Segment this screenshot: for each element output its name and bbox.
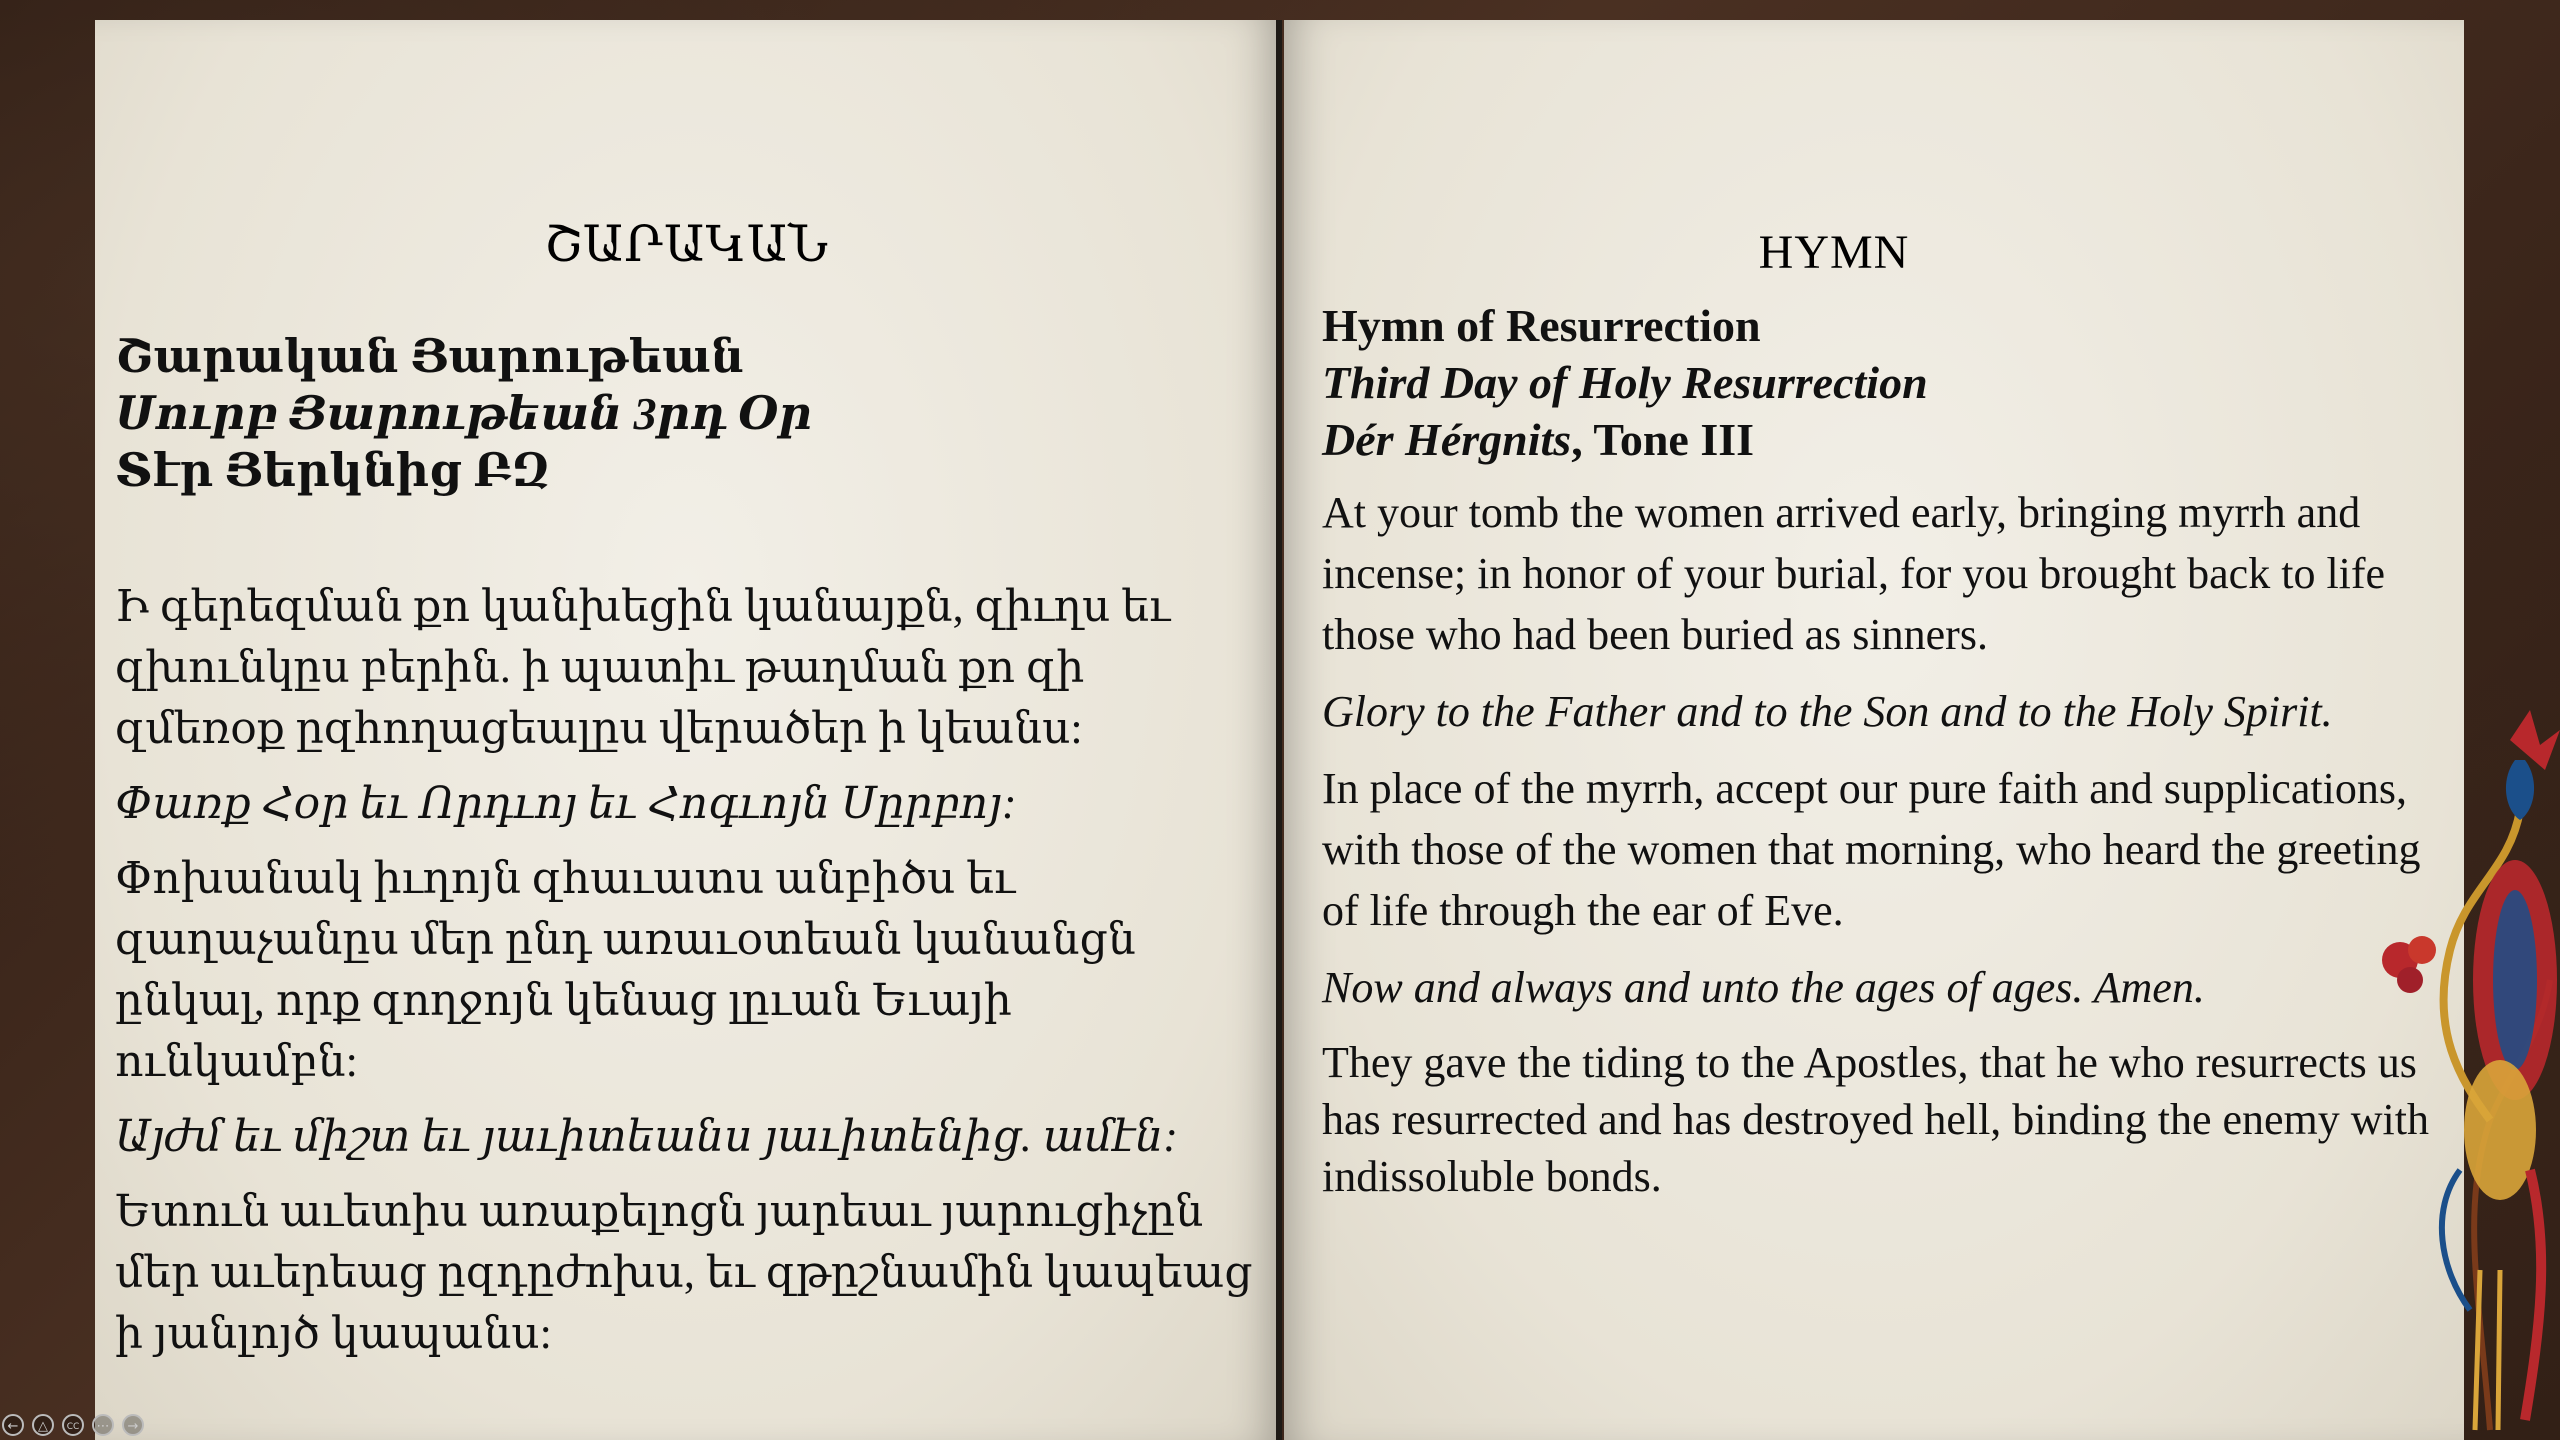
armenian-title-line2: Սուրբ Յարութեան 3րդ Օր [115,388,812,439]
armenian-paragraph-1: Ի գերեզման քո կանխեցին կանայքն, զիւղս եւ զխունկըս բերին. ի պատիւ թաղման քո զի զմեռօք ըզհողացեալըս վերածեր ի կեանս: [115,582,1171,753]
english-paragraph-2: In place of the myrrh, accept our pure faith and supplications, with those of the women that morning, who heard the greeting of life through the ear of Eve. [1322,764,2421,935]
armenian-doxology-1: Փառք Հօր եւ Որդւոյ եւ Հոգւոյն Սըրբոյ: [115,779,1017,828]
english-paragraph-1: At your tomb the women arrived early, bringing myrrh and incense; in honor of your burial, for you brought back to life those who had been buried as sinners. [1322,488,2386,659]
book-spine [1276,20,1282,1440]
armenian-title-line3: Տէր Յերկնից ԲԶ [115,445,550,496]
armenian-paragraph-3: Ետուն աւետիս առաքելոցն յարեաւ յարուցիչըն մեր աւերեաց ըզդըժոխս, եւ զթըշնամին կապեաց ի յանլոյծ կապանս: [115,1187,1253,1358]
english-body [1322,482,2437,1205]
home-icon[interactable]: △ [32,1414,54,1436]
english-heading: HYMN [1758,226,1910,279]
armenian-paragraph-2: Փոխանակ իւղոյն զհաւատս անբիծս եւ զաղաչանըս մեր ընդ առաւօտեան կանանցն ընկալ, որք զողջոյն կենաց լըւան Եւայի ունկամբն: [115,854,1136,1086]
english-title-line2: Third Day of Holy Resurrection [1322,357,1928,408]
english-title-tone: , Tone III [1571,414,1755,465]
more-icon[interactable]: ⋯ [92,1414,114,1436]
armenian-body [115,576,1265,1364]
left-page [95,20,1278,1440]
english-title-tone-name: Dér Hérgnits [1322,414,1572,465]
english-paragraph-3: They gave the tiding to the Apostles, that he who resurrects us has resurrected and has destroyed hell, binding the enemy with indissoluble bonds. [1322,1038,2430,1201]
forward-icon[interactable]: → [122,1414,144,1436]
bird-ornament-icon [2340,650,2560,1440]
captions-icon[interactable]: CC [62,1414,84,1436]
english-title-line1: Hymn of Resurrection [1322,300,1761,351]
armenian-title-line1: Շարական Յարութեան [115,331,744,382]
english-title-block [1322,297,2437,468]
armenian-heading: ՇԱՐԱԿԱՆ [544,216,829,272]
presentation-controls [2,1414,144,1436]
armenian-title-block [115,328,1265,499]
english-doxology-2: Now and always and unto the ages of ages. Amen. [1322,963,2205,1012]
back-icon[interactable]: ← [2,1414,24,1436]
english-title-line3 [1322,411,2437,468]
right-page [1284,20,2464,1440]
english-doxology-1: Glory to the Father and to the Son and to the Holy Spirit. [1322,687,2333,736]
armenian-doxology-2: Այժմ եւ միշտ եւ յաւիտեանս յաւիտենից. ամէն: [115,1112,1178,1161]
